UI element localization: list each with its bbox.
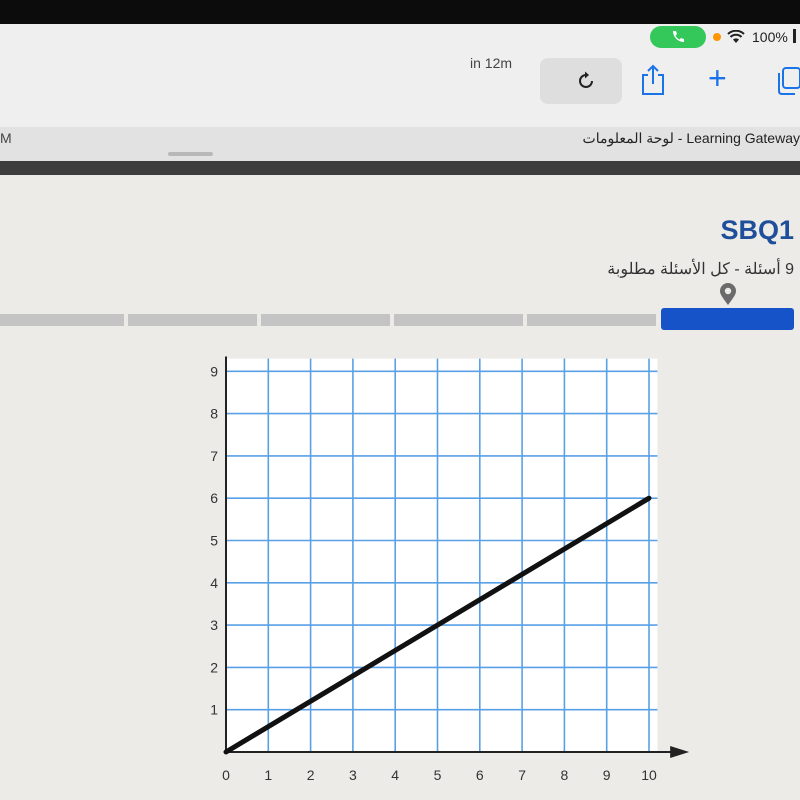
- tabs-icon[interactable]: [775, 66, 800, 96]
- y-tick-label: 6: [210, 490, 218, 507]
- page-header-bar: [0, 161, 800, 175]
- phone-icon: [670, 29, 686, 45]
- x-tick-label: 4: [391, 767, 400, 783]
- reload-icon[interactable]: [574, 69, 598, 93]
- share-icon[interactable]: [640, 64, 666, 96]
- question-progress-segment[interactable]: [527, 314, 656, 326]
- x-tick-label: 8: [560, 767, 569, 783]
- question-progress-segment[interactable]: [261, 314, 390, 326]
- x-axis-arrow: [670, 746, 689, 758]
- y-tick-label: 1: [210, 701, 218, 718]
- x-tick-label: 0: [222, 767, 230, 783]
- wifi-icon: [727, 30, 745, 44]
- y-tick-label: 3: [210, 617, 218, 634]
- x-tick-label: 10: [641, 767, 657, 783]
- y-tick-label: 9: [210, 363, 218, 380]
- new-tab-button[interactable]: +: [708, 60, 727, 96]
- quiz-title: SBQ1: [720, 215, 794, 245]
- y-tick-label: 8: [210, 405, 218, 422]
- device-bezel: [0, 0, 800, 24]
- tab-left-title[interactable]: M: [0, 130, 12, 146]
- question-progress-segment[interactable]: [394, 314, 523, 326]
- question-progress-segment[interactable]: [0, 314, 124, 326]
- question-progress-segment[interactable]: [128, 314, 257, 326]
- x-tick-label: 6: [475, 767, 484, 783]
- x-tick-label: 1: [264, 767, 273, 783]
- map-pin-icon: [718, 282, 738, 306]
- battery-percent: 100%: [752, 29, 788, 45]
- browser-toolbar: [0, 52, 800, 127]
- tab-title[interactable]: لوحة المعلومات - Learning Gateway: [582, 130, 800, 146]
- quiz-subtitle: 9 أسئلة - كل الأسئلة مطلوبة: [607, 261, 794, 278]
- y-tick-label: 4: [210, 574, 218, 591]
- x-tick-label: 7: [518, 767, 526, 783]
- recording-dot: [713, 33, 721, 41]
- grid-background: [226, 359, 657, 752]
- y-tick-label: 5: [210, 532, 218, 549]
- x-tick-label: 3: [349, 767, 357, 783]
- current-question-segment[interactable]: [661, 308, 794, 330]
- x-tick-label: 9: [602, 767, 611, 783]
- battery-icon: [793, 29, 800, 43]
- x-tick-label: 2: [306, 767, 315, 783]
- line-graph: [0, 340, 800, 800]
- drag-handle[interactable]: [168, 152, 213, 156]
- y-tick-label: 2: [210, 659, 218, 676]
- timer-label: in 12m: [470, 55, 513, 71]
- x-tick-label: 5: [433, 767, 442, 783]
- call-indicator[interactable]: [650, 26, 706, 48]
- y-tick-label: 7: [210, 447, 218, 464]
